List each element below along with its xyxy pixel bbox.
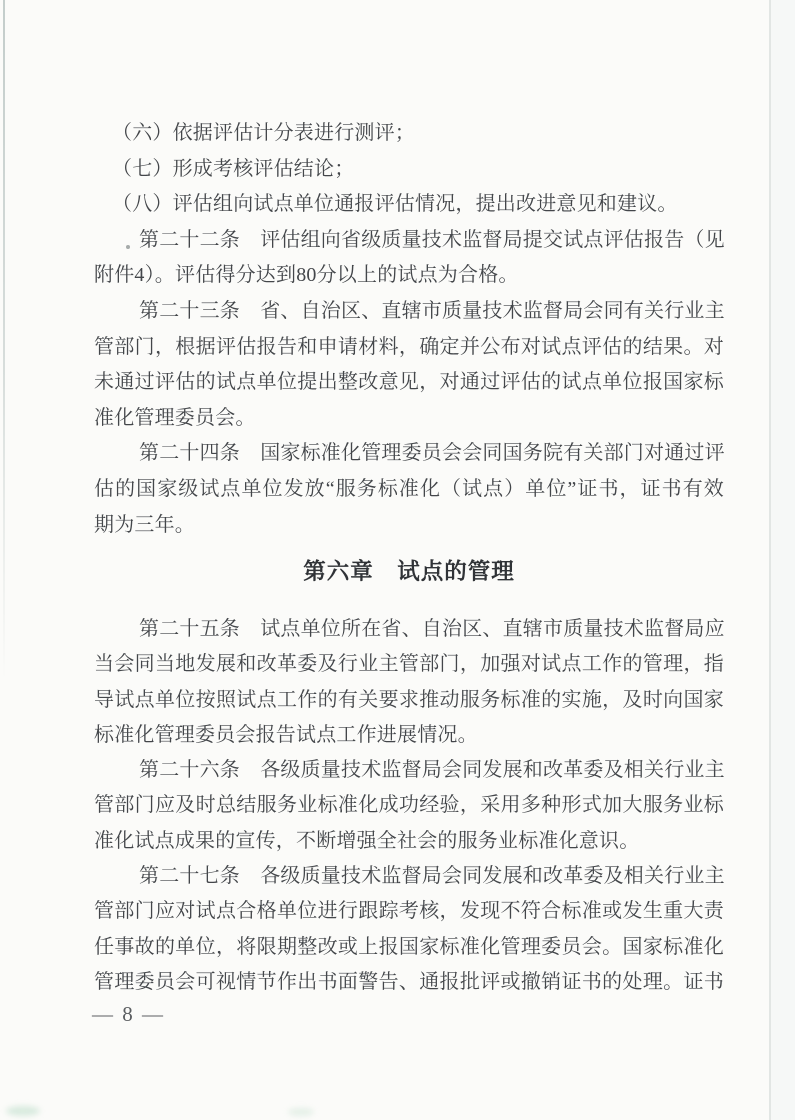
doc-line-article-25: 第二十五条 试点单位所在省、自治区、直辖市质量技术监督局应 [139, 618, 725, 640]
chapter-heading: 第六章 试点的管理 [303, 559, 515, 584]
scan-edge-left [3, 0, 5, 680]
doc-line-article-27: 第二十七条 各级质量技术监督局会同发展和改革委及相关行业主 [139, 865, 725, 888]
doc-line: 任事故的单位，将限期整改或上报国家标准化管理委员会。国家标准化 [94, 935, 724, 958]
doc-line-item-7: （七）形成考核评估结论； [112, 157, 355, 180]
doc-line: 估的国家级试点单位发放“服务标准化（试点）单位”证书，证书有效 [94, 477, 724, 500]
doc-line-item-6: （六）依据评估计分表进行测评； [112, 122, 415, 144]
doc-line: 当会同当地发展和改革委及行业主管部门，加强对试点工作的管理，指 [94, 653, 724, 676]
doc-line: 导试点单位按照试点工作的有关要求推动服务标准的实施，及时向国家 [94, 688, 724, 711]
doc-line-item-8: （八）评估组向试点单位通报评估情况，提出改进意见和建议。 [112, 193, 678, 216]
document-body-upper [94, 116, 724, 543]
doc-line: 期为三年。 [94, 513, 195, 536]
page-number: — 8 — [92, 1002, 165, 1026]
doc-line: 管理委员会可视情节作出书面警告、通报批评或撤销证书的处理。证书 [94, 970, 724, 993]
doc-line: 管部门，根据评估报告和申请材料，确定并公布对试点评估的结果。对 [94, 335, 724, 358]
scan-edge-right [769, 0, 771, 1120]
doc-line: 管部门应对试点合格单位进行跟踪考核，发现不符合标准或发生重大责 [94, 900, 724, 923]
doc-line-article-26: 第二十六条 各级质量技术监督局会同发展和改革委及相关行业主 [139, 759, 725, 782]
scan-smudge [288, 1108, 314, 1116]
doc-line: 管部门应及时总结服务业标准化成功经验，采用多种形式加大服务业标 [94, 794, 724, 817]
doc-line-article-22: 第二十二条 评估组向省级质量技术监督局提交试点评估报告（见 [139, 228, 725, 251]
scan-smudge [6, 1106, 40, 1116]
doc-line: 标准化管理委员会报告试点工作进展情况。 [94, 723, 478, 746]
doc-line-article-24: 第二十四条 国家标准化管理委员会会同国务院有关部门对通过评 [139, 442, 725, 465]
doc-line: 准化管理委员会。 [94, 406, 256, 429]
document-body-lower [94, 612, 724, 1000]
doc-line: 未通过评估的试点单位提出整改意见，对通过评估的试点单位报国家标 [94, 371, 724, 394]
doc-line: 准化试点成果的宣传，不断增强全社会的服务业标准化意识。 [94, 829, 640, 852]
scan-edge-right-strip [771, 0, 795, 1120]
doc-line: 附件4）。评估得分达到80分以上的试点为合格。 [94, 264, 519, 287]
doc-line-article-23: 第二十三条 省、自治区、直辖市质量技术监督局会同有关行业主 [139, 299, 725, 322]
